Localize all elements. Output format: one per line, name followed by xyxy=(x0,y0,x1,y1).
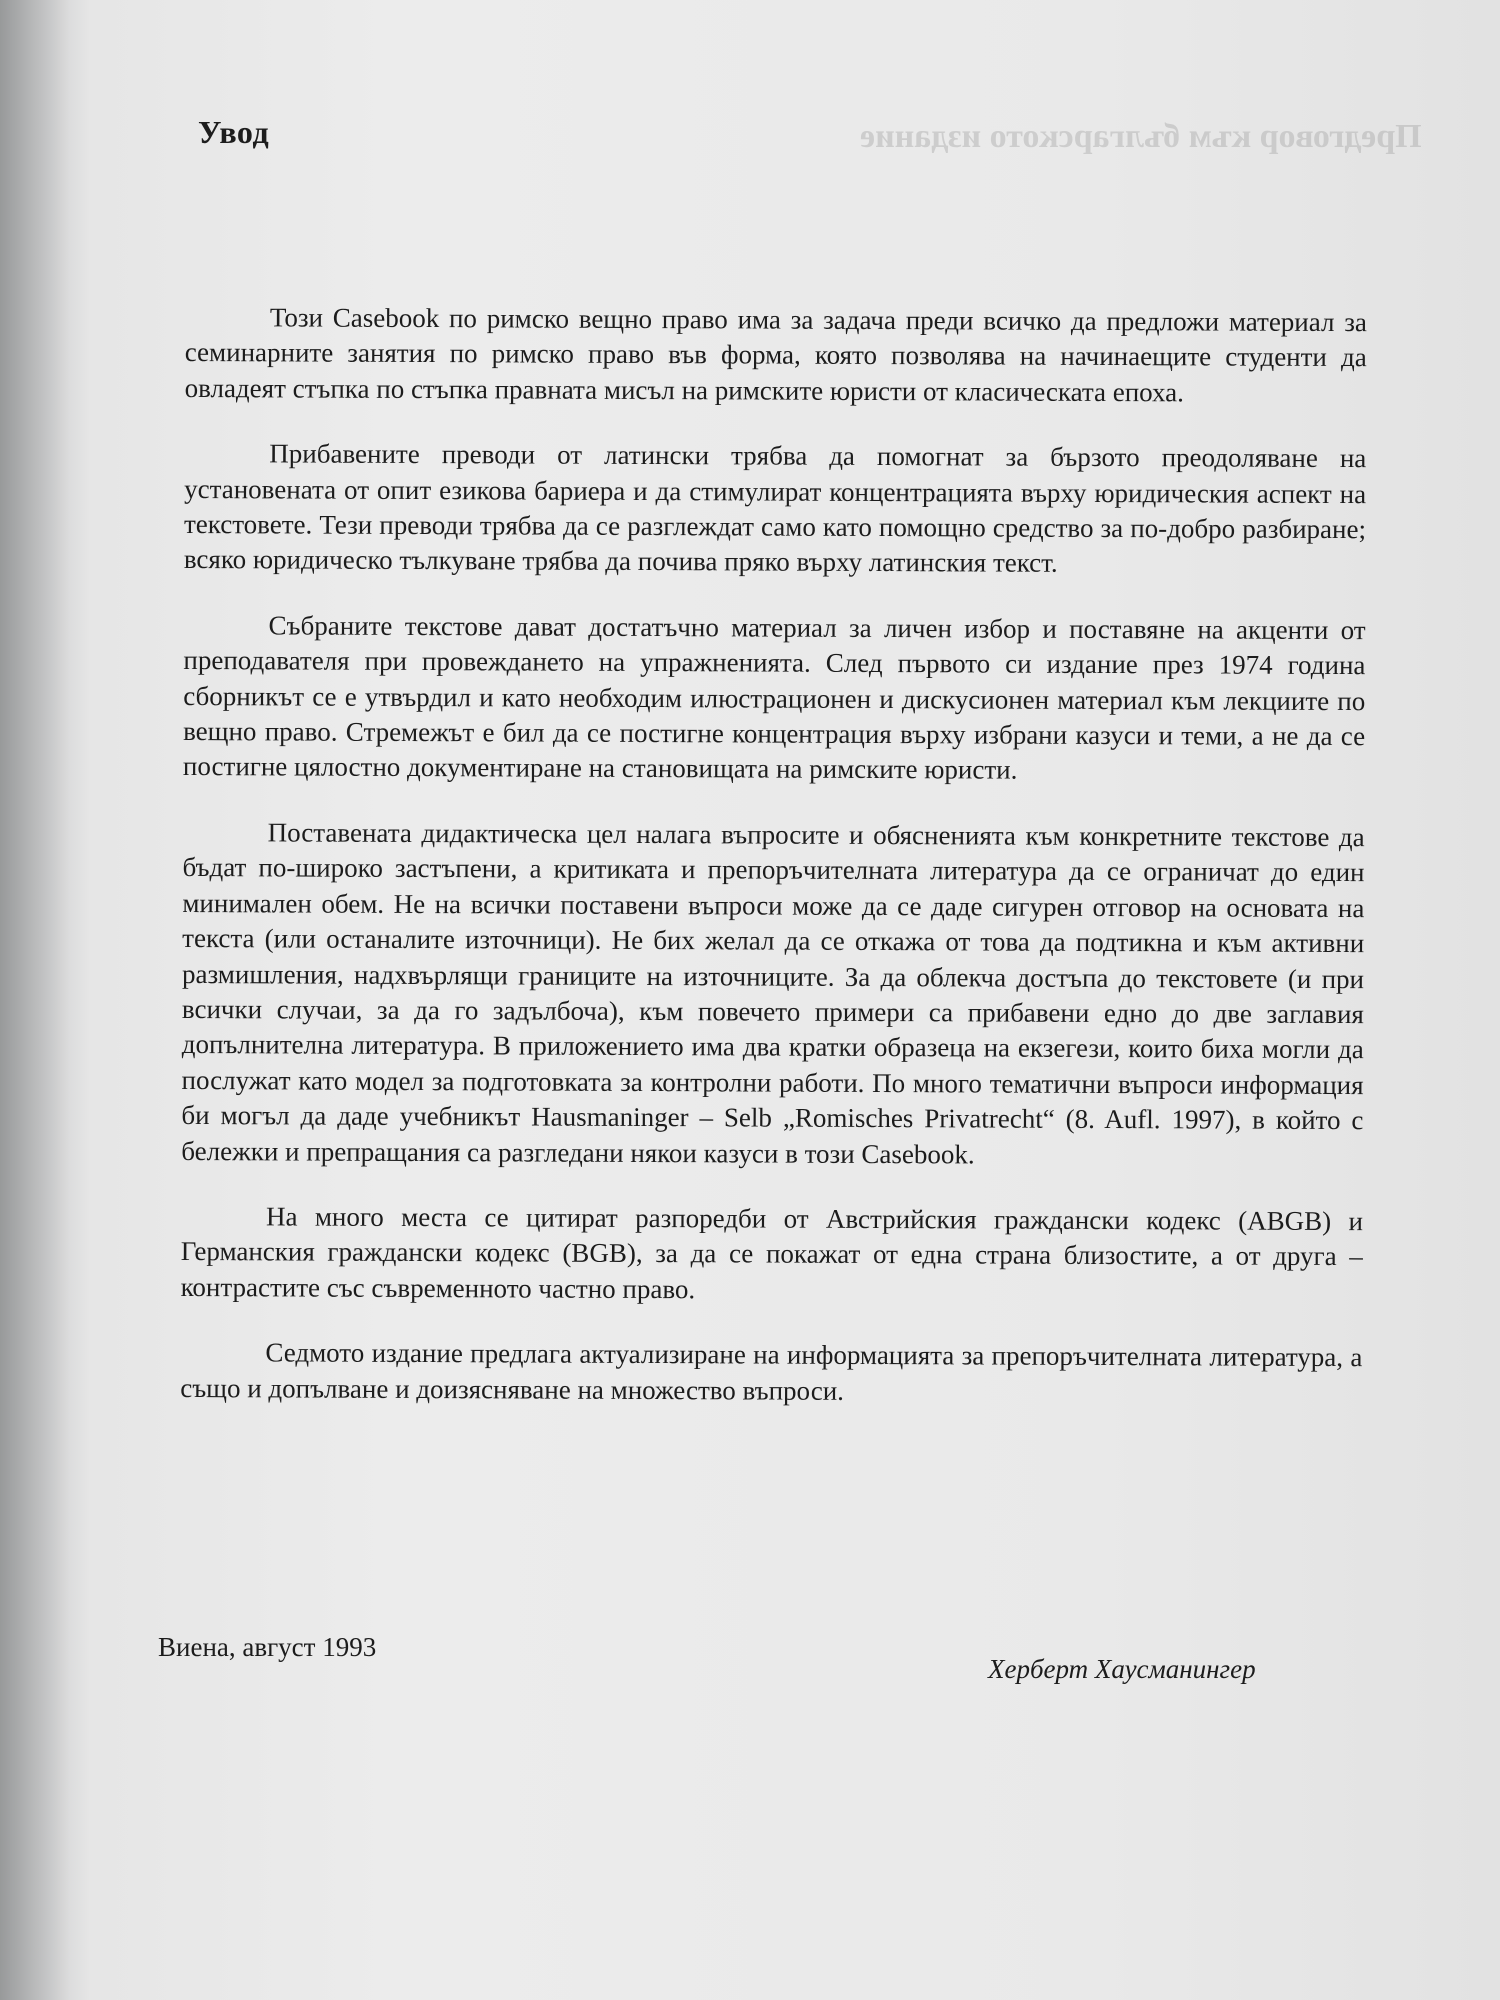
paragraph-3: Събраните текстове дават достатъчно материал за личен избор и поставяне на акценти от преподавателя при провеждането на упражненията. След първото си издание през 1974 година сборникът се е утвърдил и като необходим илюстрационен и дискусионен материал към лекциите по вещно право. Стремежът е бил да се постигне концентрация върху избрани казуси и теми, а не да се постигне цялостно документиране на становищата на римските юристи. xyxy=(182,610,1366,786)
paragraph-1: Този Casebook по римско вещно право има за задача преди всичко да предложи материал за семинарните занятия по римско право във форма, която позволява на начинаещите студенти да овладеят стъпка по стъпка правната мисъл на римските юристи от класическата епоха. xyxy=(184,302,1367,408)
author-signature: Херберт Хаусманингер xyxy=(988,1654,1256,1684)
bleed-through-title: Предговор към българското издание xyxy=(860,118,1422,155)
spine-shadow xyxy=(0,0,70,2000)
place-date: Виена, август 1993 xyxy=(158,1632,377,1662)
paragraph-4: Поставената дидактическа цел налага въпросите и обясненията към конкретните текстове да бъдат по-широко застъпени, а критиката и препоръчителната литература да се ограничат до един минимален обем. Не на всички поставени въпроси може да се даде сигурен отговор на основата на текста (или останалите източници). Не бих желал да се откажа от това да подтикна и към активни размишления, надхвърлящи границите на източниците. За да облекча достъпа до текстовете (и при всички случаи, за да го задълбоча), към повечето примери са прибавени едно до две заглавия допълнителна литература. В приложението има два кратки образеца на екзегези, които биха могли да послужат като модел за подготовката за контролни работи. По много тематични въпроси информация би могъл да даде учебникът Hausmaninger – Selb „Romisches Privatrecht“ (8. Aufl. 1997), в който с бележки и препращания са разгледани някои казуси в този Casebook. xyxy=(181,817,1365,1169)
page-heading: Увод xyxy=(198,114,270,150)
paragraph-2: Прибавените преводи от латински трябва да помогнат за бързото преодоляване на установената от опит езикова бариера и да стимулират концентрацията върху юридическия аспект на текстовете. Тези преводи трябва да се разглеждат само като помощно средство за по-добро разбиране; всяко юридическо тълкуване трябва да почива пряко върху латинския текст. xyxy=(183,438,1367,579)
paragraph-5: На много места се цитират разпоредби от Австрийския граждански кодекс (ABGB) и Германския граждански кодекс (BGB), за да се покажат от една страна близостите, а от друга – контрастите със съвременното частно право. xyxy=(180,1201,1364,1304)
paragraph-6: Седмото издание предлага актуализиране на информацията за препоръчителната литература, а също и допълване и доизясняване на множество въпроси. xyxy=(180,1337,1363,1406)
body-text xyxy=(180,300,1367,1441)
